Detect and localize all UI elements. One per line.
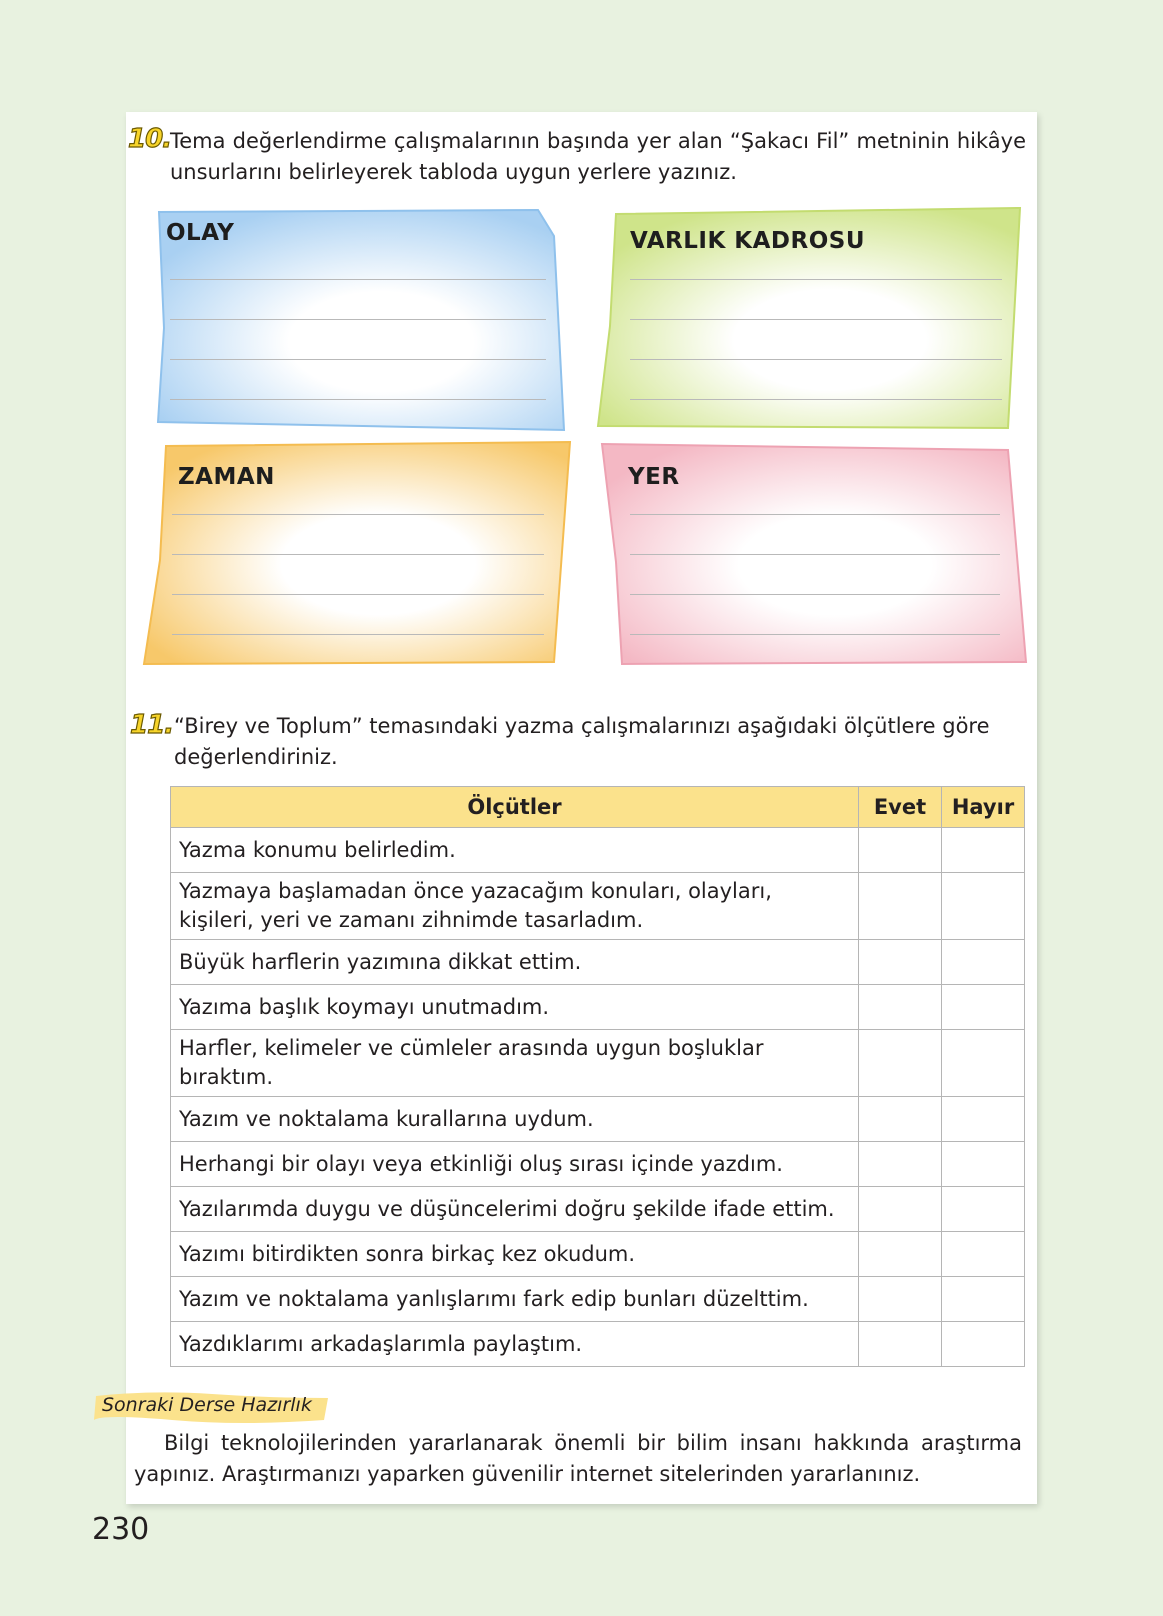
table-row	[171, 1030, 1025, 1097]
yes-cell[interactable]	[859, 828, 942, 873]
writing-line	[172, 634, 544, 635]
header-criteria: Ölçütler	[171, 787, 859, 828]
writing-line	[630, 279, 1002, 280]
varlik-kadrosu-title: VARLIK KADROSU	[630, 228, 866, 254]
writing-line	[630, 514, 1000, 515]
olay-box	[156, 208, 570, 434]
criterion-text: Yazma konumu belirledim.	[171, 828, 859, 873]
no-cell[interactable]	[942, 1142, 1025, 1187]
table-row	[171, 940, 1025, 985]
varlik-kadrosu-box	[596, 206, 1022, 432]
olay-title: OLAY	[166, 220, 235, 246]
no-cell[interactable]	[942, 828, 1025, 873]
writing-line	[170, 319, 546, 320]
criterion-text: Herhangi bir olayı veya etkinliği oluş sırası içinde yazdım.	[171, 1142, 859, 1187]
next-lesson-label-text: Sonraki Derse Hazırlık	[102, 1394, 312, 1416]
next-lesson-text: Bilgi teknolojilerinden yararlanarak önemli bir bilim insanı hakkında araştırma yapınız. Araştırmanızı yaparken güvenilir internet sitelerinden yararlanınız.	[134, 1431, 1022, 1486]
table-row	[171, 1232, 1025, 1277]
no-cell[interactable]	[942, 1187, 1025, 1232]
no-cell[interactable]	[942, 873, 1025, 940]
writing-line	[170, 399, 546, 400]
writing-line	[630, 594, 1000, 595]
question-11-number: 11.	[130, 710, 174, 740]
yes-cell[interactable]	[859, 1277, 942, 1322]
next-lesson-label	[92, 1390, 332, 1424]
question-10-text: Tema değerlendirme çalışmalarının başında yer alan “Şakacı Fil” metninin hikâye unsurlarını belirleyerek tabloda uygun yerlere yazınız.	[170, 129, 1026, 184]
criterion-text: Yazılarımda duygu ve düşüncelerimi doğru şekilde ifade ettim.	[171, 1187, 859, 1232]
criteria-table	[170, 786, 1025, 1367]
criterion-text: Yazıma başlık koymayı unutmadım.	[171, 985, 859, 1030]
table-row	[171, 1187, 1025, 1232]
zaman-box	[142, 440, 572, 666]
table-row	[171, 1322, 1025, 1367]
yes-cell[interactable]	[859, 940, 942, 985]
table-row	[171, 1097, 1025, 1142]
yes-cell[interactable]	[859, 1187, 942, 1232]
criterion-text: Yazdıklarımı arkadaşlarımla paylaştım.	[171, 1322, 859, 1367]
yes-cell[interactable]	[859, 1030, 942, 1097]
criterion-text: Büyük harflerin yazımına dikkat ettim.	[171, 940, 859, 985]
yes-cell[interactable]	[859, 873, 942, 940]
yer-title: YER	[628, 464, 680, 490]
table-row	[171, 985, 1025, 1030]
writing-line	[170, 279, 546, 280]
writing-line	[172, 594, 544, 595]
table-row	[171, 828, 1025, 873]
writing-line	[172, 514, 544, 515]
criterion-text: Harfler, kelimeler ve cümleler arasında uygun boşluklar bıraktım.	[171, 1030, 859, 1097]
question-10-number: 10.	[128, 124, 172, 154]
no-cell[interactable]	[942, 1097, 1025, 1142]
table-row	[171, 1142, 1025, 1187]
criterion-text: Yazım ve noktalama kurallarına uydum.	[171, 1097, 859, 1142]
writing-line	[172, 554, 544, 555]
criterion-text: Yazımı bitirdikten sonra birkaç kez okudum.	[171, 1232, 859, 1277]
no-cell[interactable]	[942, 940, 1025, 985]
writing-line	[630, 634, 1000, 635]
writing-line	[630, 399, 1002, 400]
yer-box	[600, 442, 1028, 666]
yes-cell[interactable]	[859, 1097, 942, 1142]
header-yes: Evet	[859, 787, 942, 828]
table-row	[171, 873, 1025, 940]
yes-cell[interactable]	[859, 1142, 942, 1187]
yes-cell[interactable]	[859, 1232, 942, 1277]
no-cell[interactable]	[942, 1277, 1025, 1322]
criterion-text: Yazmaya başlamadan önce yazacağım konuları, olayları, kişileri, yeri ve zamanı zihnimde tasarladım.	[171, 873, 859, 940]
yes-cell[interactable]	[859, 985, 942, 1030]
table-header-row	[171, 787, 1025, 828]
page-number: 230	[92, 1512, 150, 1547]
yes-cell[interactable]	[859, 1322, 942, 1367]
zaman-title: ZAMAN	[178, 464, 275, 490]
criterion-text: Yazım ve noktalama yanlışlarımı fark edip bunları düzelttim.	[171, 1277, 859, 1322]
no-cell[interactable]	[942, 1030, 1025, 1097]
header-no: Hayır	[942, 787, 1025, 828]
writing-line	[170, 359, 546, 360]
no-cell[interactable]	[942, 985, 1025, 1030]
writing-line	[630, 359, 1002, 360]
writing-line	[630, 554, 1000, 555]
writing-line	[630, 319, 1002, 320]
no-cell[interactable]	[942, 1322, 1025, 1367]
no-cell[interactable]	[942, 1232, 1025, 1277]
table-row	[171, 1277, 1025, 1322]
question-11-text: “Birey ve Toplum” temasındaki yazma çalışmalarınızı aşağıdaki ölçütlere göre değerlendiriniz.	[174, 714, 990, 769]
